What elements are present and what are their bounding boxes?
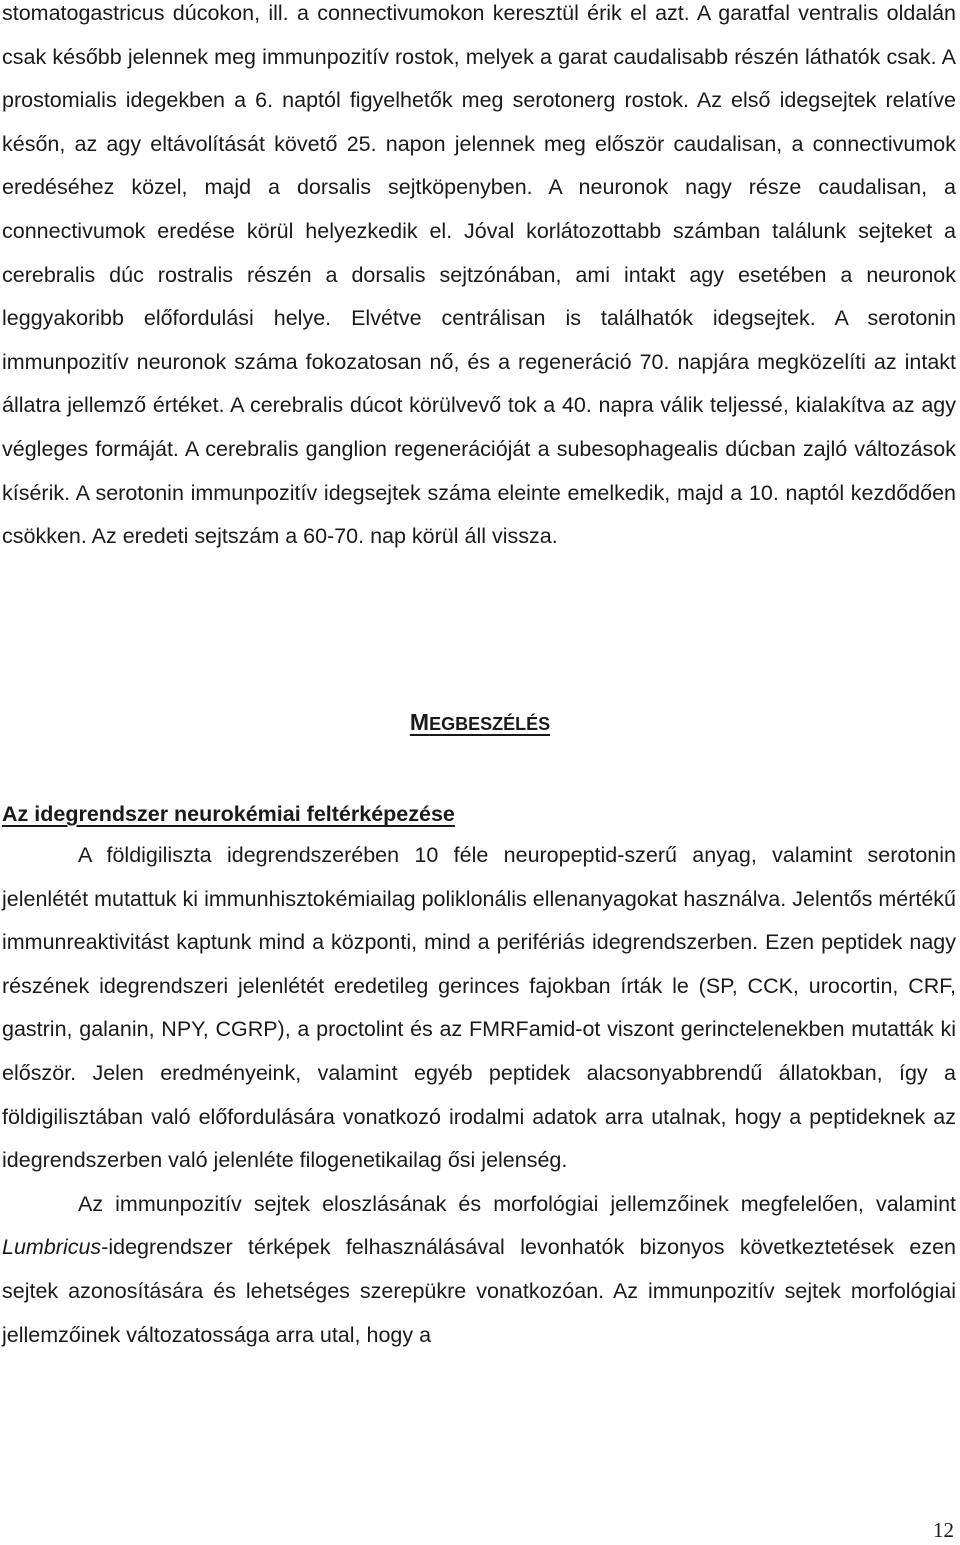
page-number: 12 [933, 1518, 954, 1542]
paragraph-3 [2, 1183, 956, 1357]
paragraph-3-italic: Lumbricus [2, 1235, 102, 1260]
section-title [0, 706, 960, 740]
paragraph-3-start: Az immunpozitív sejtek eloszlásának és morfológiai jellemzőinek megfelelően, valamint [78, 1191, 956, 1216]
page-body [2, 0, 956, 559]
section-title-initial: M [409, 709, 430, 735]
top-paragraph: stomatogastricus dúcokon, ill. a connectivumokon keresztül érik el azt. A garatfal ventralis oldalán csak később jelennek meg immunpozitív rostok, melyek a garat caudalisabb részén láthatók csak. A prostomialis idegekben a 6. naptól figyelhetők meg serotonerg rostok. Az első idegsejtek relatíve későn, az agy eltávolítását követő 25. napon jelennek meg először caudalisan, a connectivumok eredéséhez közel, majd a dorsalis sejtköpenyben. A neuronok nagy része caudalisan, a connectivumok eredése körül helyezkedik el. Jóval korlátozottabb számban találunk sejteket a cerebralis dúc rostralis részén a dorsalis sejtzónában, ami intakt agy esetében a neuronok leggyakoribb előfordulási helye. Elvétve centrálisan is találhatók idegsejtek. A serotonin immunpozitív neuronok száma fokozatosan nő, és a regeneráció 70. napjára megközelíti az intakt állatra jellemző értéket. A cerebralis dúcot körülvevő tok a 40. napra válik teljessé, kialakítva az agy végleges formáját. A cerebralis ganglion regenerációját a subesophagealis dúcban zajló változások kísérik. A serotonin immunpozitív idegsejtek száma eleinte emelkedik, majd a 10. naptól kezdődően csökken. Az eredeti sejtszám a 60-70. nap körül áll vissza. [2, 1, 956, 549]
subsection-title: Az idegrendszer neurokémiai feltérképezése [2, 802, 455, 826]
section-title-rest: EGBESZÉLÉS [429, 714, 551, 734]
paragraph-3-end: -idegrendszer térképek felhasználásával levonhatók bizonyos következtetések ezen sejtek azonosítására és lehetséges szerepükre vonatkozóan. Az immunpozitív sejtek morfológiai jellemzőinek változatossága arra utal, hogy a [2, 1235, 956, 1347]
paragraph-2: A földigiliszta idegrendszerében 10 féle neuropeptid-szerű anyag, valamint serotonin jelenlétét mutattuk ki immunhisztokémiailag poliklonális ellenanyagokat használva. Jelentős mértékű immunreaktivitást kaptunk mind a központi, mind a perifériás idegrendszerben. Ezen peptidek nagy részének idegrendszeri jelenlétét eredetileg gerinces fajokban írták le (SP, CCK, urocortin, CRF, gastrin, galanin, NPY, CGRP), a proctolint és az FMRFamid-ot viszont gerinctelenekben mutatták ki először. Jelen eredményeink, valamint egyéb peptidek alacsonyabbrendű állatokban, így a földigilisztában való előfordulására vonatkozó irodalmi adatok arra utalnak, hogy a peptideknek az idegrendszerben való jelenléte filogenetikailag ősi jelenség. [2, 843, 956, 1173]
discussion-body [2, 834, 956, 1357]
